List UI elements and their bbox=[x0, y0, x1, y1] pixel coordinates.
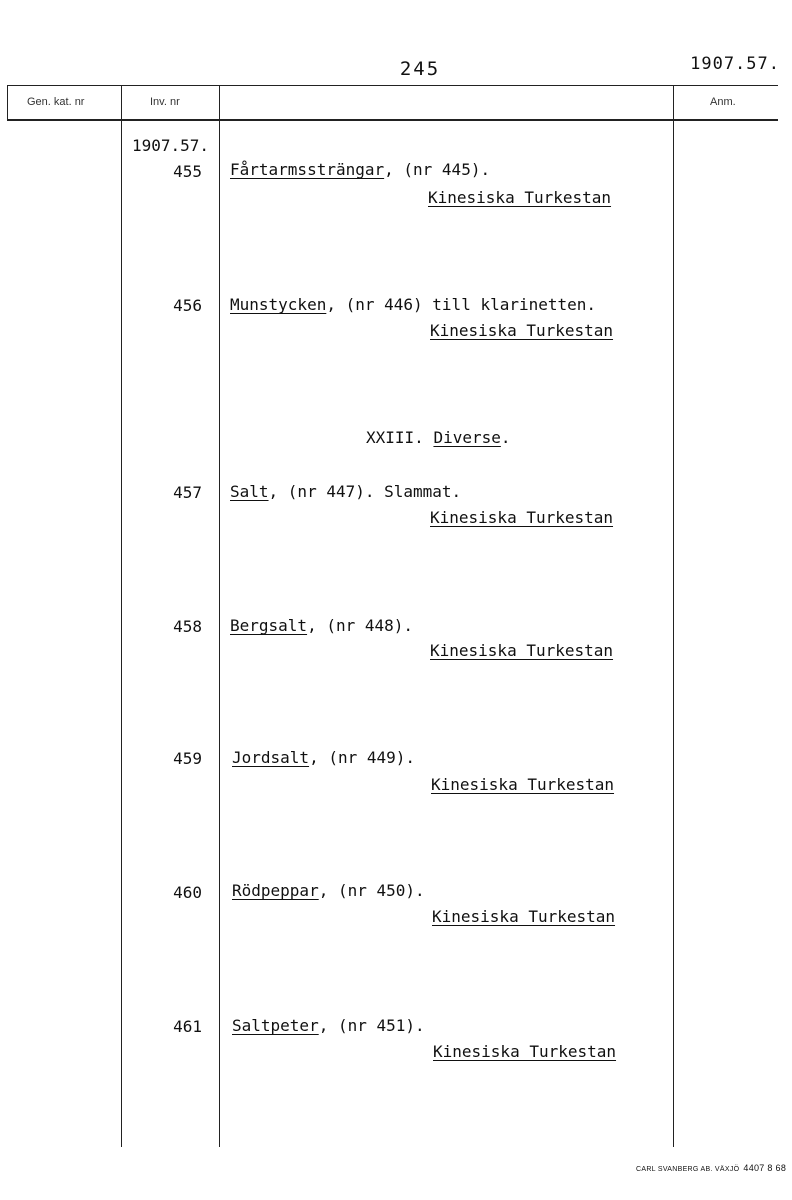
entry-name: Salt bbox=[230, 482, 269, 501]
inventory-number: 459 bbox=[173, 749, 202, 768]
entry-name: Munstycken bbox=[230, 295, 327, 314]
column-header-inv: Inv. nr bbox=[150, 96, 180, 108]
header-top-rule bbox=[7, 85, 778, 86]
page-number: 245 bbox=[399, 58, 441, 80]
entry-details: , (nr 445). bbox=[384, 160, 491, 179]
entry-name: Bergsalt bbox=[230, 616, 308, 635]
entry-region: Kinesiska Turkestan bbox=[428, 188, 612, 207]
inventory-number: 455 bbox=[173, 162, 202, 181]
entry-title bbox=[230, 616, 413, 635]
entry-region: Kinesiska Turkestan bbox=[430, 508, 614, 527]
printer-imprint bbox=[636, 1163, 786, 1173]
column-header-anm: Anm. bbox=[710, 96, 736, 108]
column-divider-anm bbox=[673, 85, 674, 1147]
inventory-number: 457 bbox=[173, 483, 202, 502]
header-bottom-rule bbox=[7, 119, 778, 121]
inventory-number: 456 bbox=[173, 296, 202, 315]
entry-title bbox=[230, 482, 461, 501]
inventory-number: 460 bbox=[173, 883, 202, 902]
inventory-year-label: 1907.57. bbox=[132, 136, 210, 155]
entry-region: Kinesiska Turkestan bbox=[430, 641, 614, 660]
column-divider-gen-kat bbox=[121, 85, 122, 1147]
entry-name: Saltpeter bbox=[232, 1016, 319, 1035]
entry-name: Jordsalt bbox=[232, 748, 310, 767]
column-header-gen-kat: Gen. kat. nr bbox=[27, 96, 85, 108]
section-title: Diverse bbox=[433, 428, 501, 447]
form-number: 4407 8 68 bbox=[743, 1163, 787, 1173]
inventory-number: 461 bbox=[173, 1017, 202, 1036]
column-divider-left bbox=[7, 85, 8, 121]
entry-details: , (nr 449). bbox=[309, 748, 416, 767]
entry-title bbox=[232, 748, 415, 767]
year-header: 1907.57. bbox=[690, 54, 780, 74]
entry-details: , (nr 446) till klarinetten. bbox=[326, 295, 597, 314]
section-heading bbox=[366, 428, 511, 447]
entry-region: Kinesiska Turkestan bbox=[431, 775, 615, 794]
entry-title bbox=[232, 1016, 425, 1035]
entry-region: Kinesiska Turkestan bbox=[432, 907, 616, 926]
entry-details: , (nr 451). bbox=[318, 1016, 425, 1035]
entry-region: Kinesiska Turkestan bbox=[430, 321, 614, 340]
section-numeral: XXIII. bbox=[366, 428, 434, 447]
entry-title bbox=[230, 295, 596, 314]
entry-region: Kinesiska Turkestan bbox=[433, 1042, 617, 1061]
entry-name: Rödpeppar bbox=[232, 881, 319, 900]
section-suffix: . bbox=[500, 428, 511, 447]
entry-title bbox=[232, 881, 425, 900]
entry-title bbox=[230, 160, 490, 179]
entry-name: Fårtarmssträngar bbox=[230, 160, 385, 179]
entry-details: , (nr 447). Slammat. bbox=[268, 482, 462, 501]
entry-details: , (nr 450). bbox=[318, 881, 425, 900]
printer-name: CARL SVANBERG AB. VÄXJÖ bbox=[636, 1166, 740, 1173]
column-divider-inv bbox=[219, 85, 220, 1147]
entry-details: , (nr 448). bbox=[307, 616, 414, 635]
inventory-number: 458 bbox=[173, 617, 202, 636]
